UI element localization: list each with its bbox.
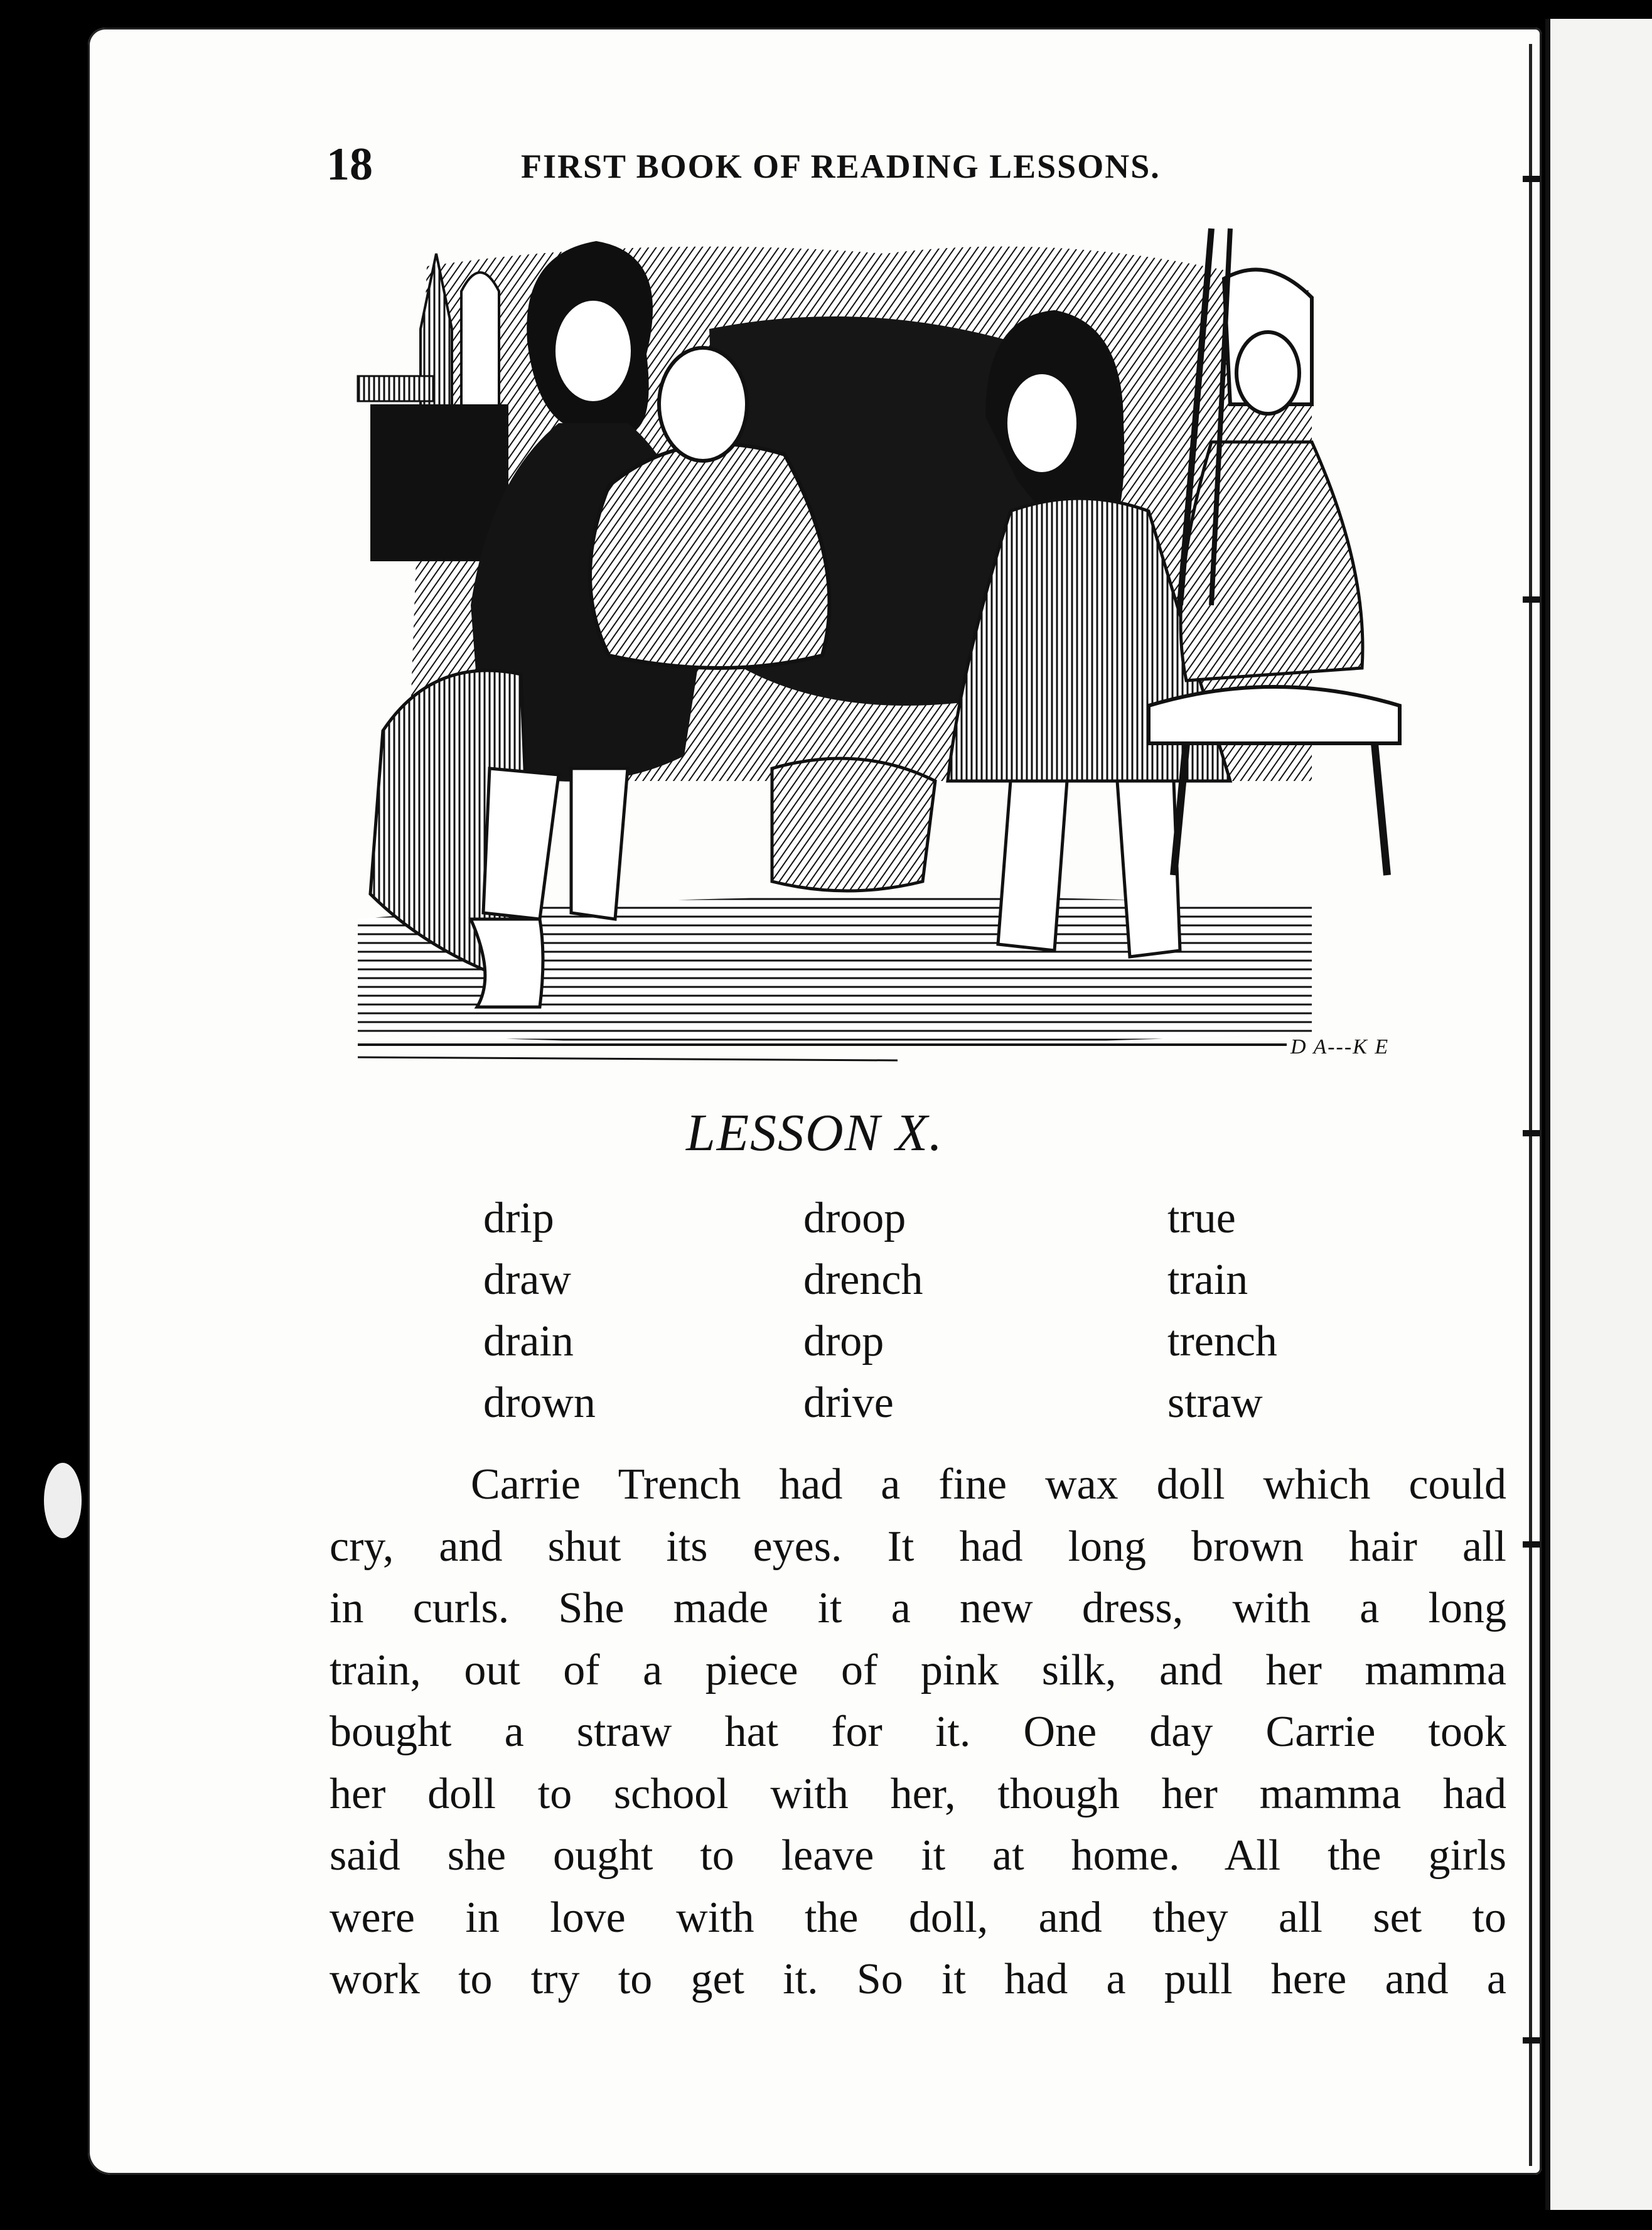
- spelling-word: drown: [483, 1379, 596, 1427]
- engraver-signature: D A---K E: [1287, 1035, 1393, 1059]
- spelling-word: drain: [483, 1317, 574, 1365]
- engraving-illustration: [333, 216, 1456, 1082]
- passage-line: bought a straw hat for it. One day Carrie took: [330, 1708, 1506, 1756]
- paper-damage-speck: [44, 1463, 82, 1538]
- spelling-word: drench: [803, 1256, 923, 1304]
- passage-line: were in love with the doll, and they all set to: [330, 1893, 1506, 1942]
- spelling-word: draw: [483, 1256, 571, 1304]
- lesson-title: LESSON X.: [685, 1104, 944, 1162]
- spelling-word: true: [1167, 1194, 1236, 1242]
- word-column-2: [803, 1188, 923, 1434]
- word-column-1: [483, 1188, 596, 1434]
- passage-line: cry, and shut its eyes. It had long brown hair all: [330, 1522, 1506, 1571]
- facing-page-edge: [1545, 19, 1652, 2210]
- binding-edge: [1529, 44, 1543, 2166]
- spelling-word: droop: [803, 1194, 906, 1242]
- running-title: FIRST BOOK OF READING LESSONS.: [521, 148, 1161, 185]
- spelling-word: drip: [483, 1194, 554, 1242]
- page-number: 18: [326, 139, 373, 190]
- binding-stitch: [1523, 176, 1540, 182]
- spelling-word: drive: [803, 1379, 894, 1427]
- spelling-word: drop: [803, 1317, 884, 1365]
- spelling-word: train: [1167, 1256, 1248, 1304]
- binding-stitch: [1523, 596, 1540, 603]
- passage-line: train, out of a piece of pink silk, and her mamma: [330, 1646, 1506, 1694]
- passage-line: work to try to get it. So it had a pull here and a: [330, 1955, 1506, 2003]
- page-header: [88, 138, 1542, 188]
- passage-line: her doll to school with her, though her mamma had: [330, 1769, 1506, 1818]
- reading-passage: [330, 1454, 1506, 2011]
- book-page: [88, 28, 1542, 2175]
- engraving-girls-with-dolls: [333, 216, 1456, 1082]
- passage-line: in curls. She made it a new dress, with a long: [330, 1584, 1506, 1632]
- passage-line: Carrie Trench had a fine wax doll which could: [471, 1460, 1506, 1509]
- binding-stitch: [1523, 2037, 1540, 2044]
- binding-stitch: [1523, 1541, 1540, 1548]
- passage-line: said she ought to leave it at home. All the girls: [330, 1831, 1506, 1880]
- spelling-word: straw: [1167, 1379, 1263, 1427]
- spelling-word: trench: [1167, 1317, 1277, 1365]
- binding-stitch: [1523, 1130, 1540, 1136]
- word-column-3: [1167, 1188, 1277, 1434]
